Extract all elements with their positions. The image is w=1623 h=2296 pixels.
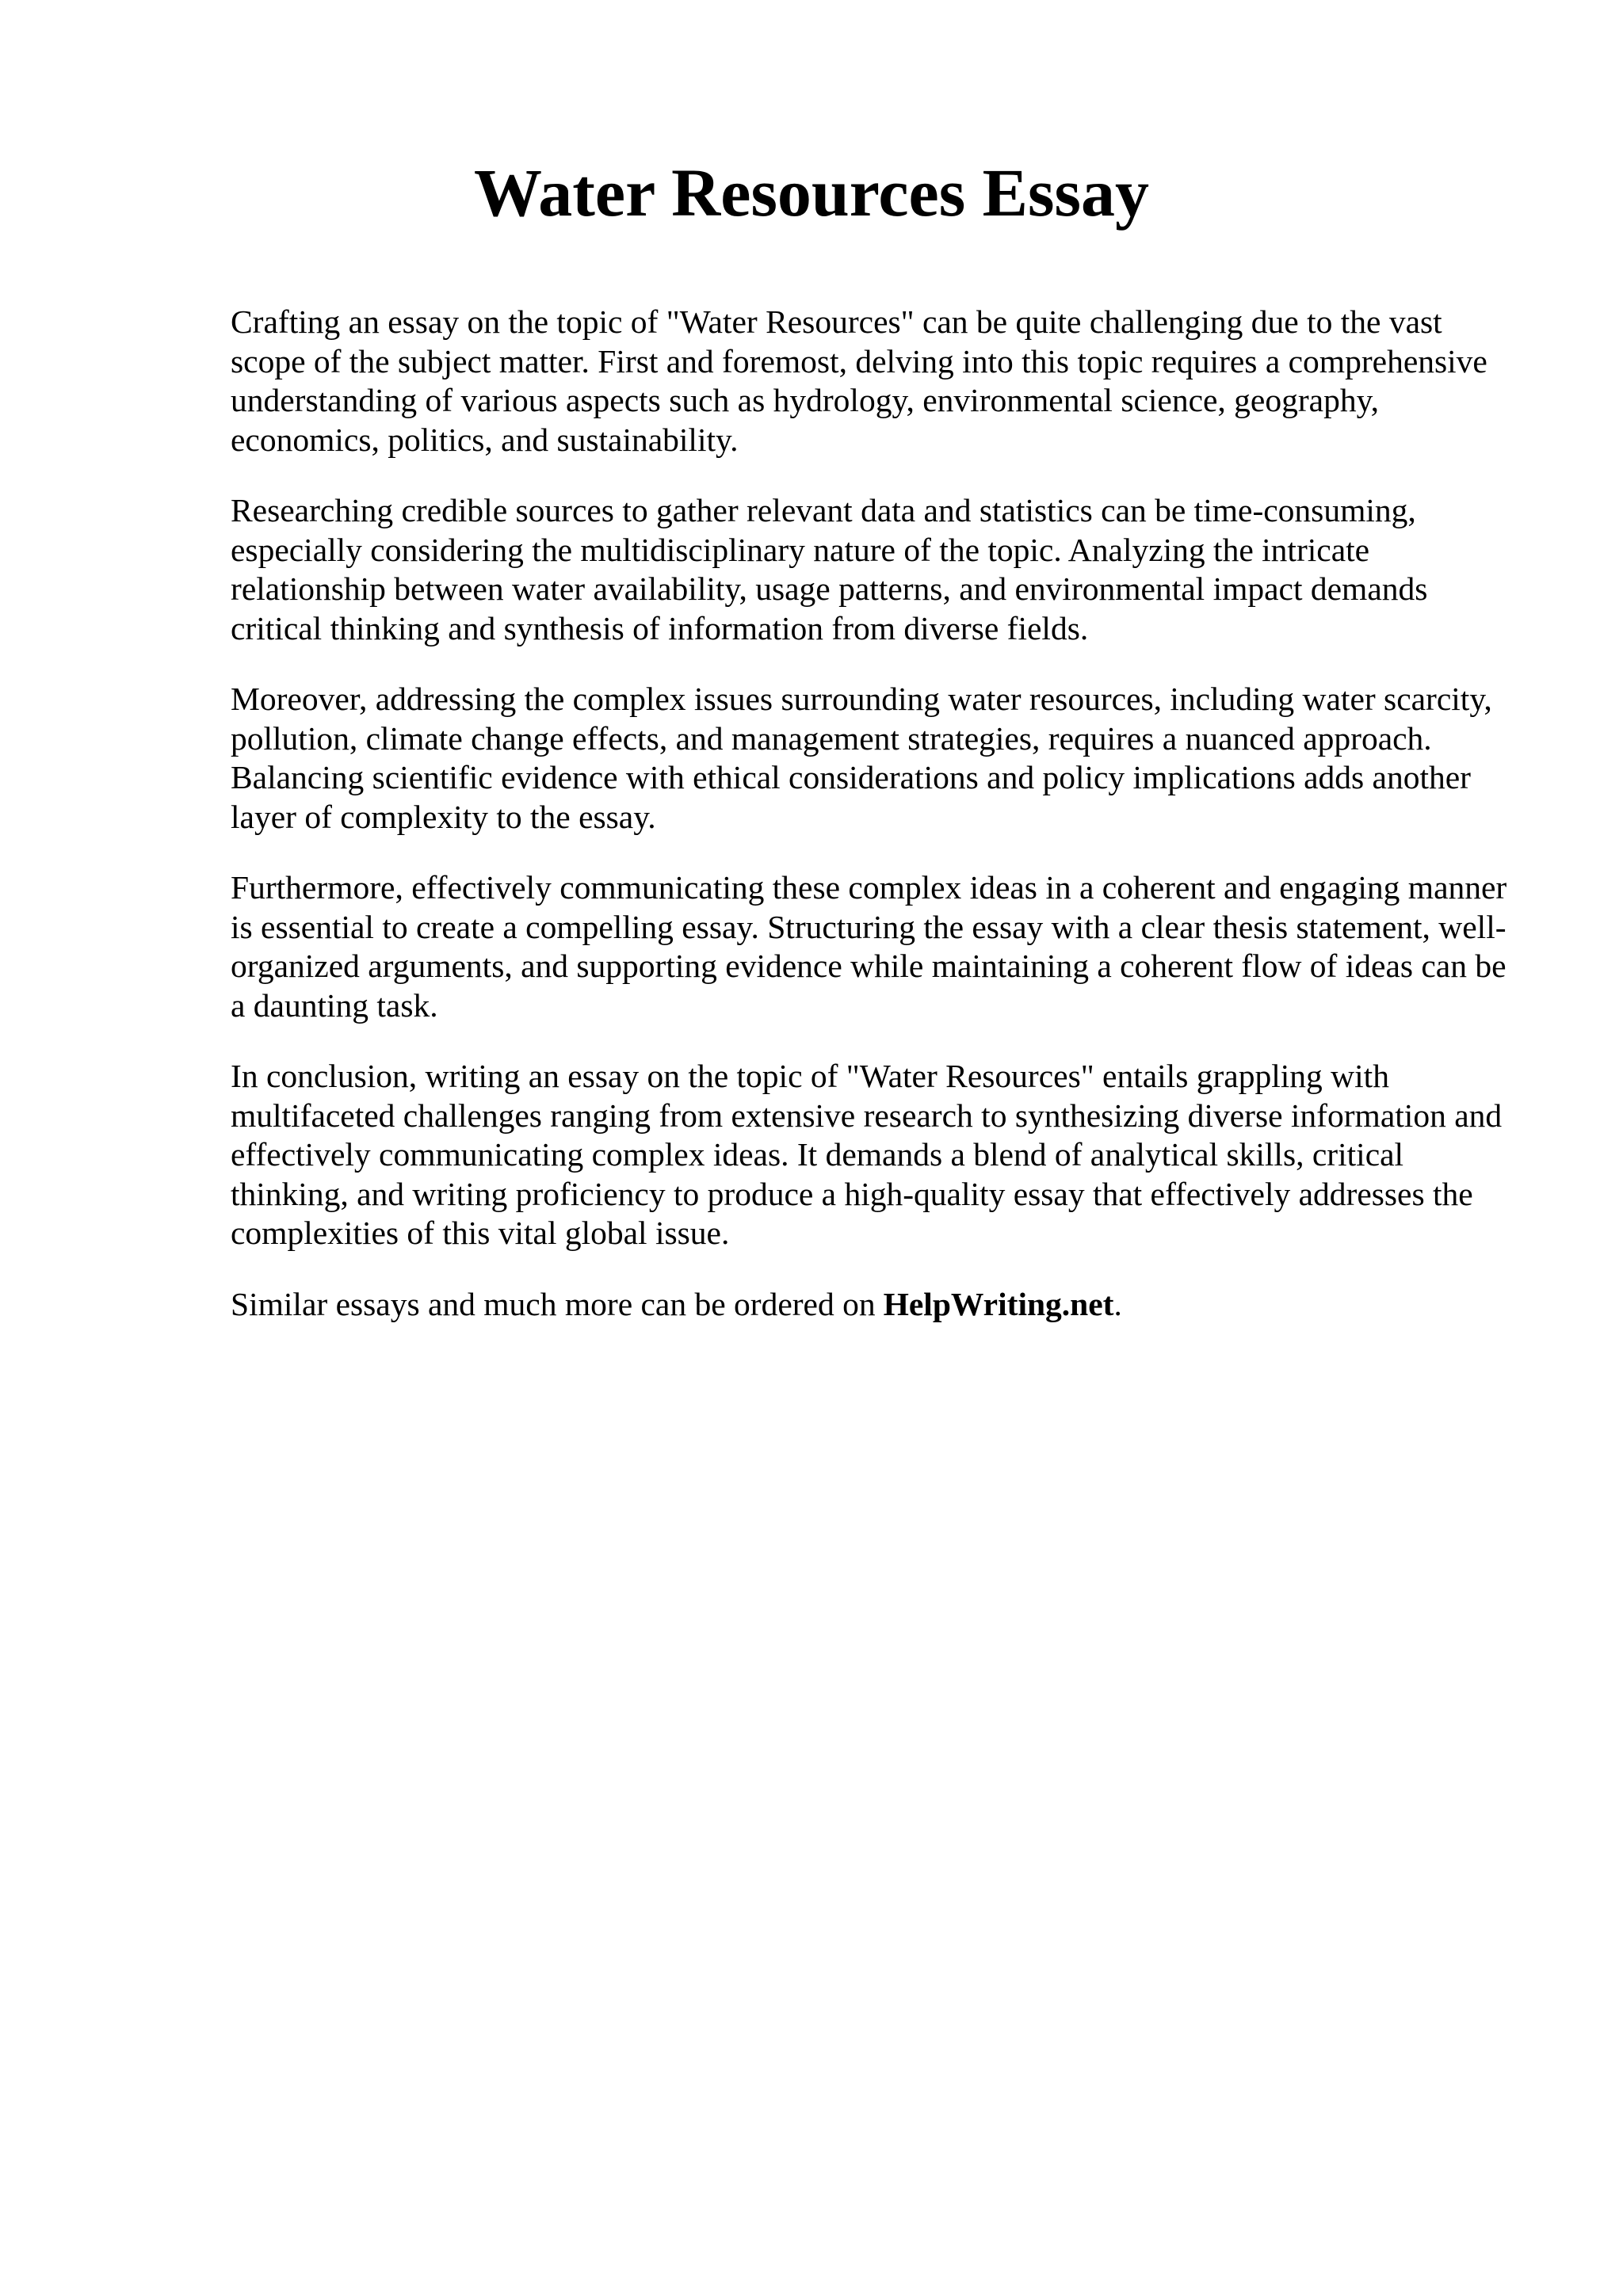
document-body — [231, 303, 1514, 1356]
paragraph-2: Researching credible sources to gather relevant data and statistics can be time-consuming, especially considering the multidisciplinary nature of the topic. Analyzing the intricate relationship between water availability, usage patterns, and environmental impact demands critical thinking and synthesis of information from diverse fields. — [231, 492, 1428, 646]
document-title: Water Resources Essay — [474, 154, 1149, 231]
paragraph-1: Crafting an essay on the topic of "Water Resources" can be quite challenging due to the vast scope of the subject matter. First and foremost, delving into this topic requires a comprehensive understanding of various aspects such as hydrology, environmental science, geography, economics, politics, and sustainability. — [231, 303, 1487, 458]
footer-line — [231, 1285, 1514, 1325]
footer-suffix: . — [1113, 1285, 1122, 1322]
paragraph-4: Furthermore, effectively communicating these complex ideas in a coherent and engaging manner is essential to create a compelling essay. Structuring the essay with a clear thesis statement, well-organized arguments, and supporting evidence while maintaining a coherent flow of ideas can be a daunting task. — [231, 869, 1507, 1024]
helpwriting-link[interactable]: HelpWriting.net — [883, 1285, 1114, 1322]
paragraph-5: In conclusion, writing an essay on the topic of "Water Resources" entails grappling with multifaceted challenges ranging from extensive research to synthesizing diverse information and effectively communicating complex ideas. It demands a blend of analytical skills, critical thinking, and writing proficiency to produce a high-quality essay that effectively addresses the complexities of this vital global issue. — [231, 1058, 1503, 1251]
paragraph-3: Moreover, addressing the complex issues surrounding water resources, including water scarcity, pollution, climate change effects, and management strategies, requires a nuanced approach. Balancing scientific evidence with ethical considerations and policy implications adds another layer of complexity to the essay. — [231, 681, 1492, 835]
footer-prefix: Similar essays and much more can be ordered on — [231, 1285, 876, 1322]
